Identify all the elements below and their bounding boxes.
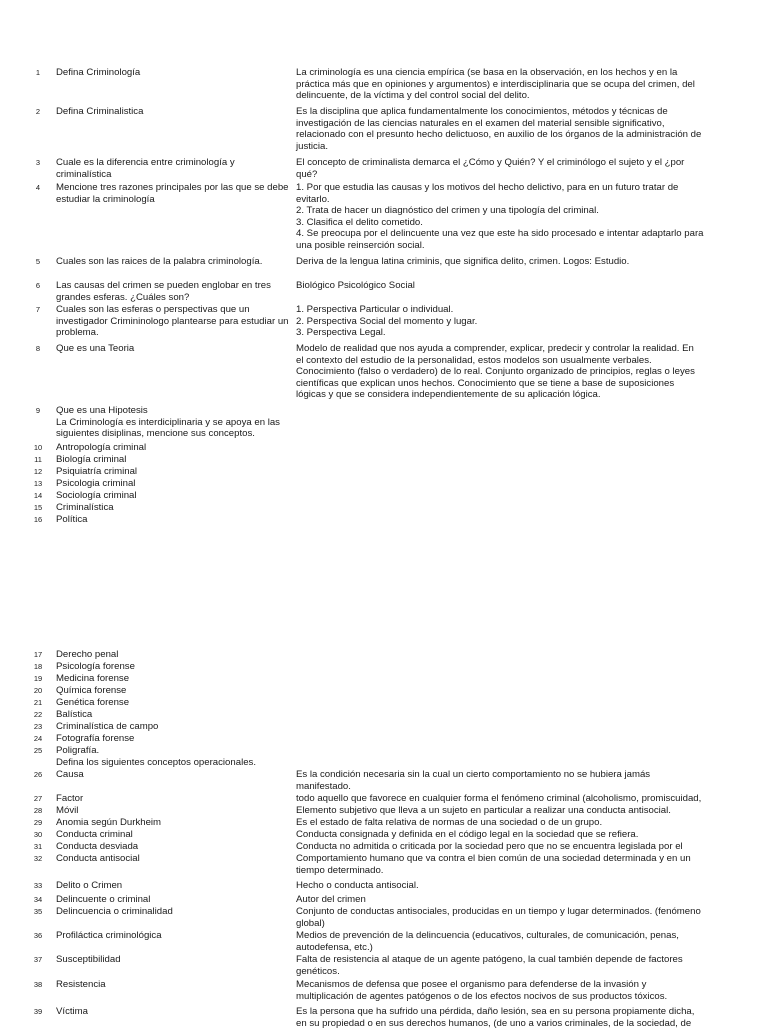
row-number: 27 — [33, 794, 43, 803]
answer-line: relacionado con el presunto hecho delictuoso, en auxilio de los órganos de la administración de — [296, 129, 702, 141]
question-line: Genética forense — [56, 697, 130, 708]
question-cell — [56, 673, 292, 685]
question-line: Conducta antisocial — [56, 853, 140, 864]
question-cell — [56, 67, 292, 79]
question-cell — [56, 817, 292, 829]
row-number: 37 — [33, 955, 43, 964]
question-line: Delincuente o criminal — [56, 894, 151, 905]
answer-line: evitarlo. — [296, 193, 330, 205]
answer-line: Hecho o conducta antisocial. — [296, 880, 419, 891]
answer-line: Autor del crimen — [296, 894, 366, 905]
question-cell — [56, 697, 292, 709]
question-cell — [56, 894, 292, 906]
answer-cell — [296, 182, 710, 252]
row-number: 22 — [33, 710, 43, 719]
question-line: investigador Crimininologo plantearse para estudiar un — [56, 315, 289, 327]
question-line: Sociología criminal — [56, 490, 137, 501]
answer-line: delincuente, de la víctima y del control social del delito. — [296, 90, 530, 102]
question-cell — [56, 182, 292, 205]
question-cell — [56, 829, 292, 841]
question-cell — [56, 490, 292, 502]
row-number: 33 — [33, 881, 43, 890]
question-cell — [56, 502, 292, 514]
row-number: 12 — [33, 467, 43, 476]
row-number: 30 — [33, 830, 43, 839]
question-cell — [56, 466, 292, 478]
answer-line: tiempo determinado. — [296, 864, 384, 876]
row-number: 1 — [35, 68, 41, 77]
row-number: 4 — [35, 183, 41, 192]
answer-cell — [296, 769, 710, 792]
answer-cell — [296, 67, 710, 102]
answer-cell — [296, 930, 710, 953]
answer-line: Comportamiento humano que va contra el bien común de una sociedad determinada y en un — [296, 853, 691, 864]
question-line: Mencione tres razones principales por las que se debe — [56, 182, 289, 193]
question-cell — [56, 442, 292, 454]
row-number: 15 — [33, 503, 43, 512]
answer-line: Es el estado de falta relativa de normas de una sociedad o de un grupo. — [296, 817, 603, 828]
answer-line: Medios de prevención de la delincuencia (educativos, culturales, de comunicación, penas, — [296, 930, 679, 941]
question-cell — [56, 805, 292, 817]
row-number: 18 — [33, 662, 43, 671]
question-cell — [56, 304, 292, 339]
answer-line: Deriva de la lengua latina criminis, que significa delito, crimen. Logos: Estudio. — [296, 256, 630, 267]
answer-line: Elemento subjetivo que lleva a un sujeto en particular a realizar una conducta antisocial. — [296, 805, 671, 816]
answer-line: autodefensa, etc.) — [296, 941, 373, 953]
question-cell — [56, 880, 292, 892]
row-number: 31 — [33, 842, 43, 851]
answer-line: Es la condición necesaria sin la cual un cierto comportamiento no se hubiera jamás — [296, 769, 651, 780]
row-number: 38 — [33, 980, 43, 989]
question-line: Factor — [56, 793, 84, 804]
question-line: estudiar la criminología — [56, 193, 155, 205]
question-cell — [56, 106, 292, 118]
row-number: 2 — [35, 107, 41, 116]
question-line: Medicina forense — [56, 673, 130, 684]
question-line: grandes esferas. ¿Cuáles son? — [56, 291, 190, 303]
answer-line: científicas que explican unos hechos. Conocimiento que se tiene a base de suposiciones — [296, 377, 675, 389]
answer-cell — [296, 954, 710, 977]
answer-line: todo aquello que favorece en cualquier forma el fenómeno criminal (alcoholismo, promiscuidad, — [296, 793, 702, 804]
question-cell — [56, 793, 292, 805]
row-number: 20 — [33, 686, 43, 695]
answer-line: el contexto del estudio de la personalidad, estos modelos son usualmente verbales. — [296, 354, 652, 366]
answer-cell — [296, 280, 710, 292]
question-cell — [56, 906, 292, 918]
question-line: La Criminología es interdiciplinaria y se apoya en las — [56, 416, 280, 428]
answer-line: lógicas y que se considera independientemente de su aplicación lógica. — [296, 389, 601, 401]
row-number: 19 — [33, 674, 43, 683]
question-line: Criminalística de campo — [56, 721, 159, 732]
question-line: Víctima — [56, 1006, 88, 1017]
question-line: problema. — [56, 327, 99, 339]
question-cell — [56, 853, 292, 865]
question-line: Criminalística — [56, 502, 114, 513]
answer-cell — [296, 256, 710, 268]
answer-line: 3. Perspectiva Legal. — [296, 327, 386, 339]
row-number: 23 — [33, 722, 43, 731]
row-number: 6 — [35, 281, 41, 290]
row-number: 25 — [33, 746, 43, 755]
question-line: Cuale es la diferencia entre criminología y — [56, 157, 235, 168]
row-number: 11 — [34, 455, 42, 464]
question-cell — [56, 157, 292, 180]
answer-line: multiplicación de agentes patógenos o de los efectos nocivos de sus productos tóxicos. — [296, 990, 668, 1002]
question-line: Resistencia — [56, 979, 106, 990]
question-line: Delincuencia o criminalidad — [56, 906, 173, 917]
question-cell — [56, 954, 292, 966]
row-number: 14 — [33, 491, 43, 500]
question-cell — [56, 769, 292, 781]
question-line: Derecho penal — [56, 649, 119, 660]
question-line: criminalística — [56, 168, 112, 180]
answer-cell — [296, 979, 710, 1002]
row-number: 10 — [33, 443, 43, 452]
answer-line: 2. Trata de hacer un diagnóstico del crimen y una tipología del criminal. — [296, 205, 599, 217]
row-number: 9 — [35, 406, 41, 415]
row-number: 17 — [33, 650, 43, 659]
question-cell — [56, 343, 292, 355]
row-number: 8 — [35, 344, 41, 353]
question-line: Química forense — [56, 685, 127, 696]
answer-line: 3. Clasifica el delito cometido. — [296, 216, 423, 228]
question-line: siguientes disiplinas, mencione sus conceptos. — [56, 428, 255, 440]
answer-line: El concepto de criminalista demarca el ¿Cómo y Quién? Y el criminólogo el sujeto y el ¿por — [296, 157, 685, 168]
question-line: Defina los siguientes conceptos operacionales. — [56, 756, 256, 768]
question-line: Anomia según Durkheim — [56, 817, 162, 828]
answer-cell — [296, 829, 710, 841]
question-cell — [56, 685, 292, 697]
row-number: 21 — [33, 698, 43, 707]
question-cell — [56, 733, 292, 745]
question-line: Delito o Crimen — [56, 880, 123, 891]
row-number: 26 — [33, 770, 43, 779]
row-number: 7 — [35, 305, 41, 314]
question-line: Defina Criminología — [56, 67, 141, 78]
answer-line: 1. Por que estudia las causas y los motivos del hecho delictivo, para en un futuro tratar de — [296, 182, 679, 193]
question-line: Las causas del crimen se pueden englobar en tres — [56, 280, 271, 291]
row-number: 3 — [35, 158, 41, 167]
answer-line: qué? — [296, 168, 318, 180]
answer-line: Modelo de realidad que nos ayuda a comprender, explicar, predecir y controlar la realidad. En — [296, 343, 694, 354]
answer-cell — [296, 157, 710, 180]
row-number: 34 — [33, 895, 43, 904]
answer-cell — [296, 906, 710, 929]
question-line: Móvil — [56, 805, 79, 816]
answer-cell — [296, 880, 710, 892]
row-number: 28 — [33, 806, 43, 815]
question-line: Balística — [56, 709, 93, 720]
answer-line: justicia. — [296, 140, 328, 152]
answer-line: Biológico Psicológico Social — [296, 280, 415, 291]
answer-line: 2. Perspectiva Social del momento y lugar. — [296, 315, 478, 327]
answer-line: Es la disciplina que aplica fundamentalmente los conocimientos, métodos y técnicas de — [296, 106, 668, 117]
row-number: 39 — [33, 1007, 43, 1016]
question-cell — [56, 745, 292, 768]
question-line: Cuales son las esferas o perspectivas que un — [56, 304, 250, 315]
row-number: 13 — [33, 479, 43, 488]
question-line: Conducta desviada — [56, 841, 139, 852]
answer-line: Falta de resistencia al ataque de un agente patógeno, la cual también depende de factores — [296, 954, 683, 965]
row-number: 36 — [33, 931, 43, 940]
question-cell — [56, 709, 292, 721]
question-cell — [56, 405, 292, 440]
answer-line: Conjunto de conductas antisociales, producidas en un tiempo y lugar determinados. (fenómeno — [296, 906, 701, 917]
row-number: 5 — [35, 257, 41, 266]
answer-line: La criminología es una ciencia empírica (se basa en la observación, en los hechos y en la — [296, 67, 678, 78]
answer-line: Conocimiento (falso o verdadero) de lo real. Conjunto organizado de principios, reglas o leyes — [296, 366, 695, 378]
row-number: 29 — [33, 818, 43, 827]
answer-line: Es la persona que ha sufrido una pérdida, daño lesión, sea en su persona propiamente dicha, — [296, 1006, 695, 1017]
question-cell — [56, 721, 292, 733]
answer-cell — [296, 853, 710, 876]
question-line: Que es una Teoria — [56, 343, 135, 354]
question-line: Cuales son las raices de la palabra criminología. — [56, 256, 263, 267]
answer-line: una posible reinserción social. — [296, 239, 425, 251]
question-line: Psiquiatría criminal — [56, 466, 138, 477]
question-cell — [56, 454, 292, 466]
row-number: 32 — [33, 854, 43, 863]
question-cell — [56, 256, 292, 268]
question-line: Psicologia criminal — [56, 478, 136, 489]
answer-line: manifestado. — [296, 780, 351, 792]
question-cell — [56, 280, 292, 303]
question-line: Biología criminal — [56, 454, 127, 465]
question-cell — [56, 930, 292, 942]
answer-cell — [296, 1006, 710, 1029]
question-cell — [56, 478, 292, 490]
question-line: Antropología criminal — [56, 442, 147, 453]
row-number: 35 — [33, 907, 43, 916]
question-line: Política — [56, 514, 88, 525]
question-line: Fotografía forense — [56, 733, 135, 744]
question-cell — [56, 514, 292, 526]
answer-line: Mecanismos de defensa que posee el organismo para defenderse de la invasión y — [296, 979, 647, 990]
question-cell — [56, 1006, 292, 1018]
question-line: Profiláctica criminológica — [56, 930, 162, 941]
answer-line: 1. Perspectiva Particular o individual. — [296, 304, 454, 315]
question-line: Defina Criminalistica — [56, 106, 144, 117]
answer-line: global) — [296, 917, 325, 929]
answer-line: genéticos. — [296, 965, 340, 977]
answer-cell — [296, 304, 710, 339]
answer-cell — [296, 343, 710, 401]
question-line: Susceptibilidad — [56, 954, 121, 965]
answer-line: en su propiedad o en sus derechos humanos, (de uno a varios criminales, de la sociedad, de — [296, 1017, 692, 1029]
question-line: Causa — [56, 769, 84, 780]
answer-cell — [296, 106, 710, 152]
answer-line: 4. Se preocupa por el delincuente una vez que este ha sido procesado e intentar adaptarlo para — [296, 228, 704, 240]
row-number: 16 — [33, 515, 43, 524]
question-line: Poligrafía. — [56, 745, 100, 756]
question-line: Que es una Hipotesis — [56, 405, 148, 416]
question-cell — [56, 979, 292, 991]
answer-line: Conducta no admitida o criticada por la sociedad pero que no se encuentra legislada por el — [296, 841, 683, 852]
question-cell — [56, 841, 292, 853]
question-line: Conducta criminal — [56, 829, 133, 840]
row-number: 24 — [33, 734, 43, 743]
answer-cell — [296, 894, 710, 906]
answer-cell — [296, 793, 710, 805]
answer-line: práctica más que en opiniones y argumentos) e interdisciplinaria que se ocupa del crimen, del — [296, 78, 695, 90]
question-cell — [56, 661, 292, 673]
answer-cell — [296, 841, 710, 853]
question-cell — [56, 649, 292, 661]
question-line: Psicología forense — [56, 661, 135, 672]
answer-cell — [296, 805, 710, 817]
answer-cell — [296, 817, 710, 829]
answer-line: Conducta consignada y definida en el código legal en la sociedad que se refiera. — [296, 829, 639, 840]
answer-line: investigación de las ciencias naturales en el examen del material sensible significativo, — [296, 117, 665, 129]
